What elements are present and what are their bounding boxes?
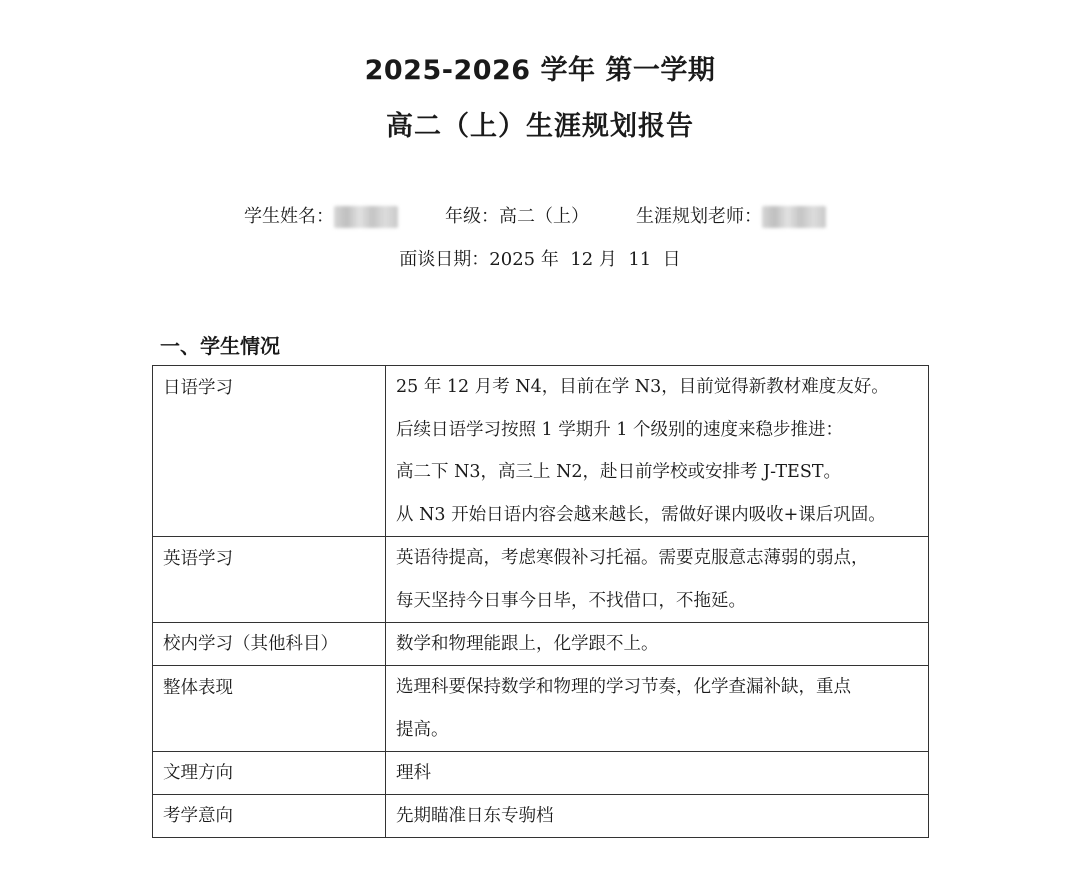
table-row: [153, 537, 929, 623]
table-row: [153, 795, 929, 838]
row-value: [386, 666, 929, 752]
row-label: 考学意向: [153, 795, 386, 838]
table-row: [153, 666, 929, 752]
row-value-line: 选理科要保持数学和物理的学习节奏，化学查漏补缺，重点: [396, 677, 851, 697]
row-value: [386, 537, 929, 623]
row-value-line: 数学和物理能跟上，化学跟不上。: [396, 634, 659, 654]
student-name-field: [244, 202, 398, 228]
student-name-redacted: [334, 206, 398, 228]
row-value: [386, 795, 929, 838]
row-value-line: 25 年 12 月考 N4，目前在学 N3，目前觉得新教材难度友好。: [396, 377, 889, 397]
grade-field: [445, 202, 589, 228]
row-value-line: 先期瞄准日东专驹档: [396, 806, 554, 826]
report-title: 高二（上）生涯规划报告: [386, 111, 694, 142]
teacher-name-redacted: [762, 206, 826, 228]
row-value: [386, 366, 929, 537]
grade-value: 高二（上）: [499, 206, 589, 227]
row-label: 日语学习: [153, 366, 386, 537]
row-label: 整体表现: [153, 666, 386, 752]
row-value-line: 每天坚持今日事今日毕，不找借口，不拖延。: [396, 590, 746, 611]
teacher-label: 生涯规划老师：: [636, 206, 762, 227]
row-value-line: 后续日语学习按照 1 学期升 1 个级别的速度来稳步推进：: [396, 419, 844, 440]
table-row: [153, 623, 929, 666]
report-title-term: 2025-2026 学年 第一学期: [364, 55, 716, 86]
section-heading-student-situation: 一、学生情况: [160, 334, 280, 358]
table-row: [153, 366, 929, 537]
row-label: 文理方向: [153, 752, 386, 795]
student-situation-table: [152, 365, 929, 838]
student-info-row: [0, 202, 1080, 230]
row-value: [386, 752, 929, 795]
row-value: [386, 623, 929, 666]
row-value-line: 高二下 N3，高三上 N2，赴日前学校或安排考 J-TEST。: [396, 462, 841, 482]
row-value-line: 提高。: [396, 719, 449, 740]
grade-label: 年级：: [445, 206, 499, 227]
row-value-line: 理科: [396, 763, 431, 783]
table-row: [153, 752, 929, 795]
row-label: 校内学习（其他科目）: [153, 623, 386, 666]
interview-date: 面谈日期：2025 年 12 月 11 日: [399, 249, 681, 270]
row-value-line: 英语待提高，考虑寒假补习托福。需要克服意志薄弱的弱点，: [396, 548, 869, 568]
student-name-label: 学生姓名：: [244, 206, 334, 227]
row-label: 英语学习: [153, 537, 386, 623]
teacher-field: [636, 202, 826, 228]
row-value-line: 从 N3 开始日语内容会越来越长，需做好课内吸收+课后巩固。: [396, 504, 886, 525]
